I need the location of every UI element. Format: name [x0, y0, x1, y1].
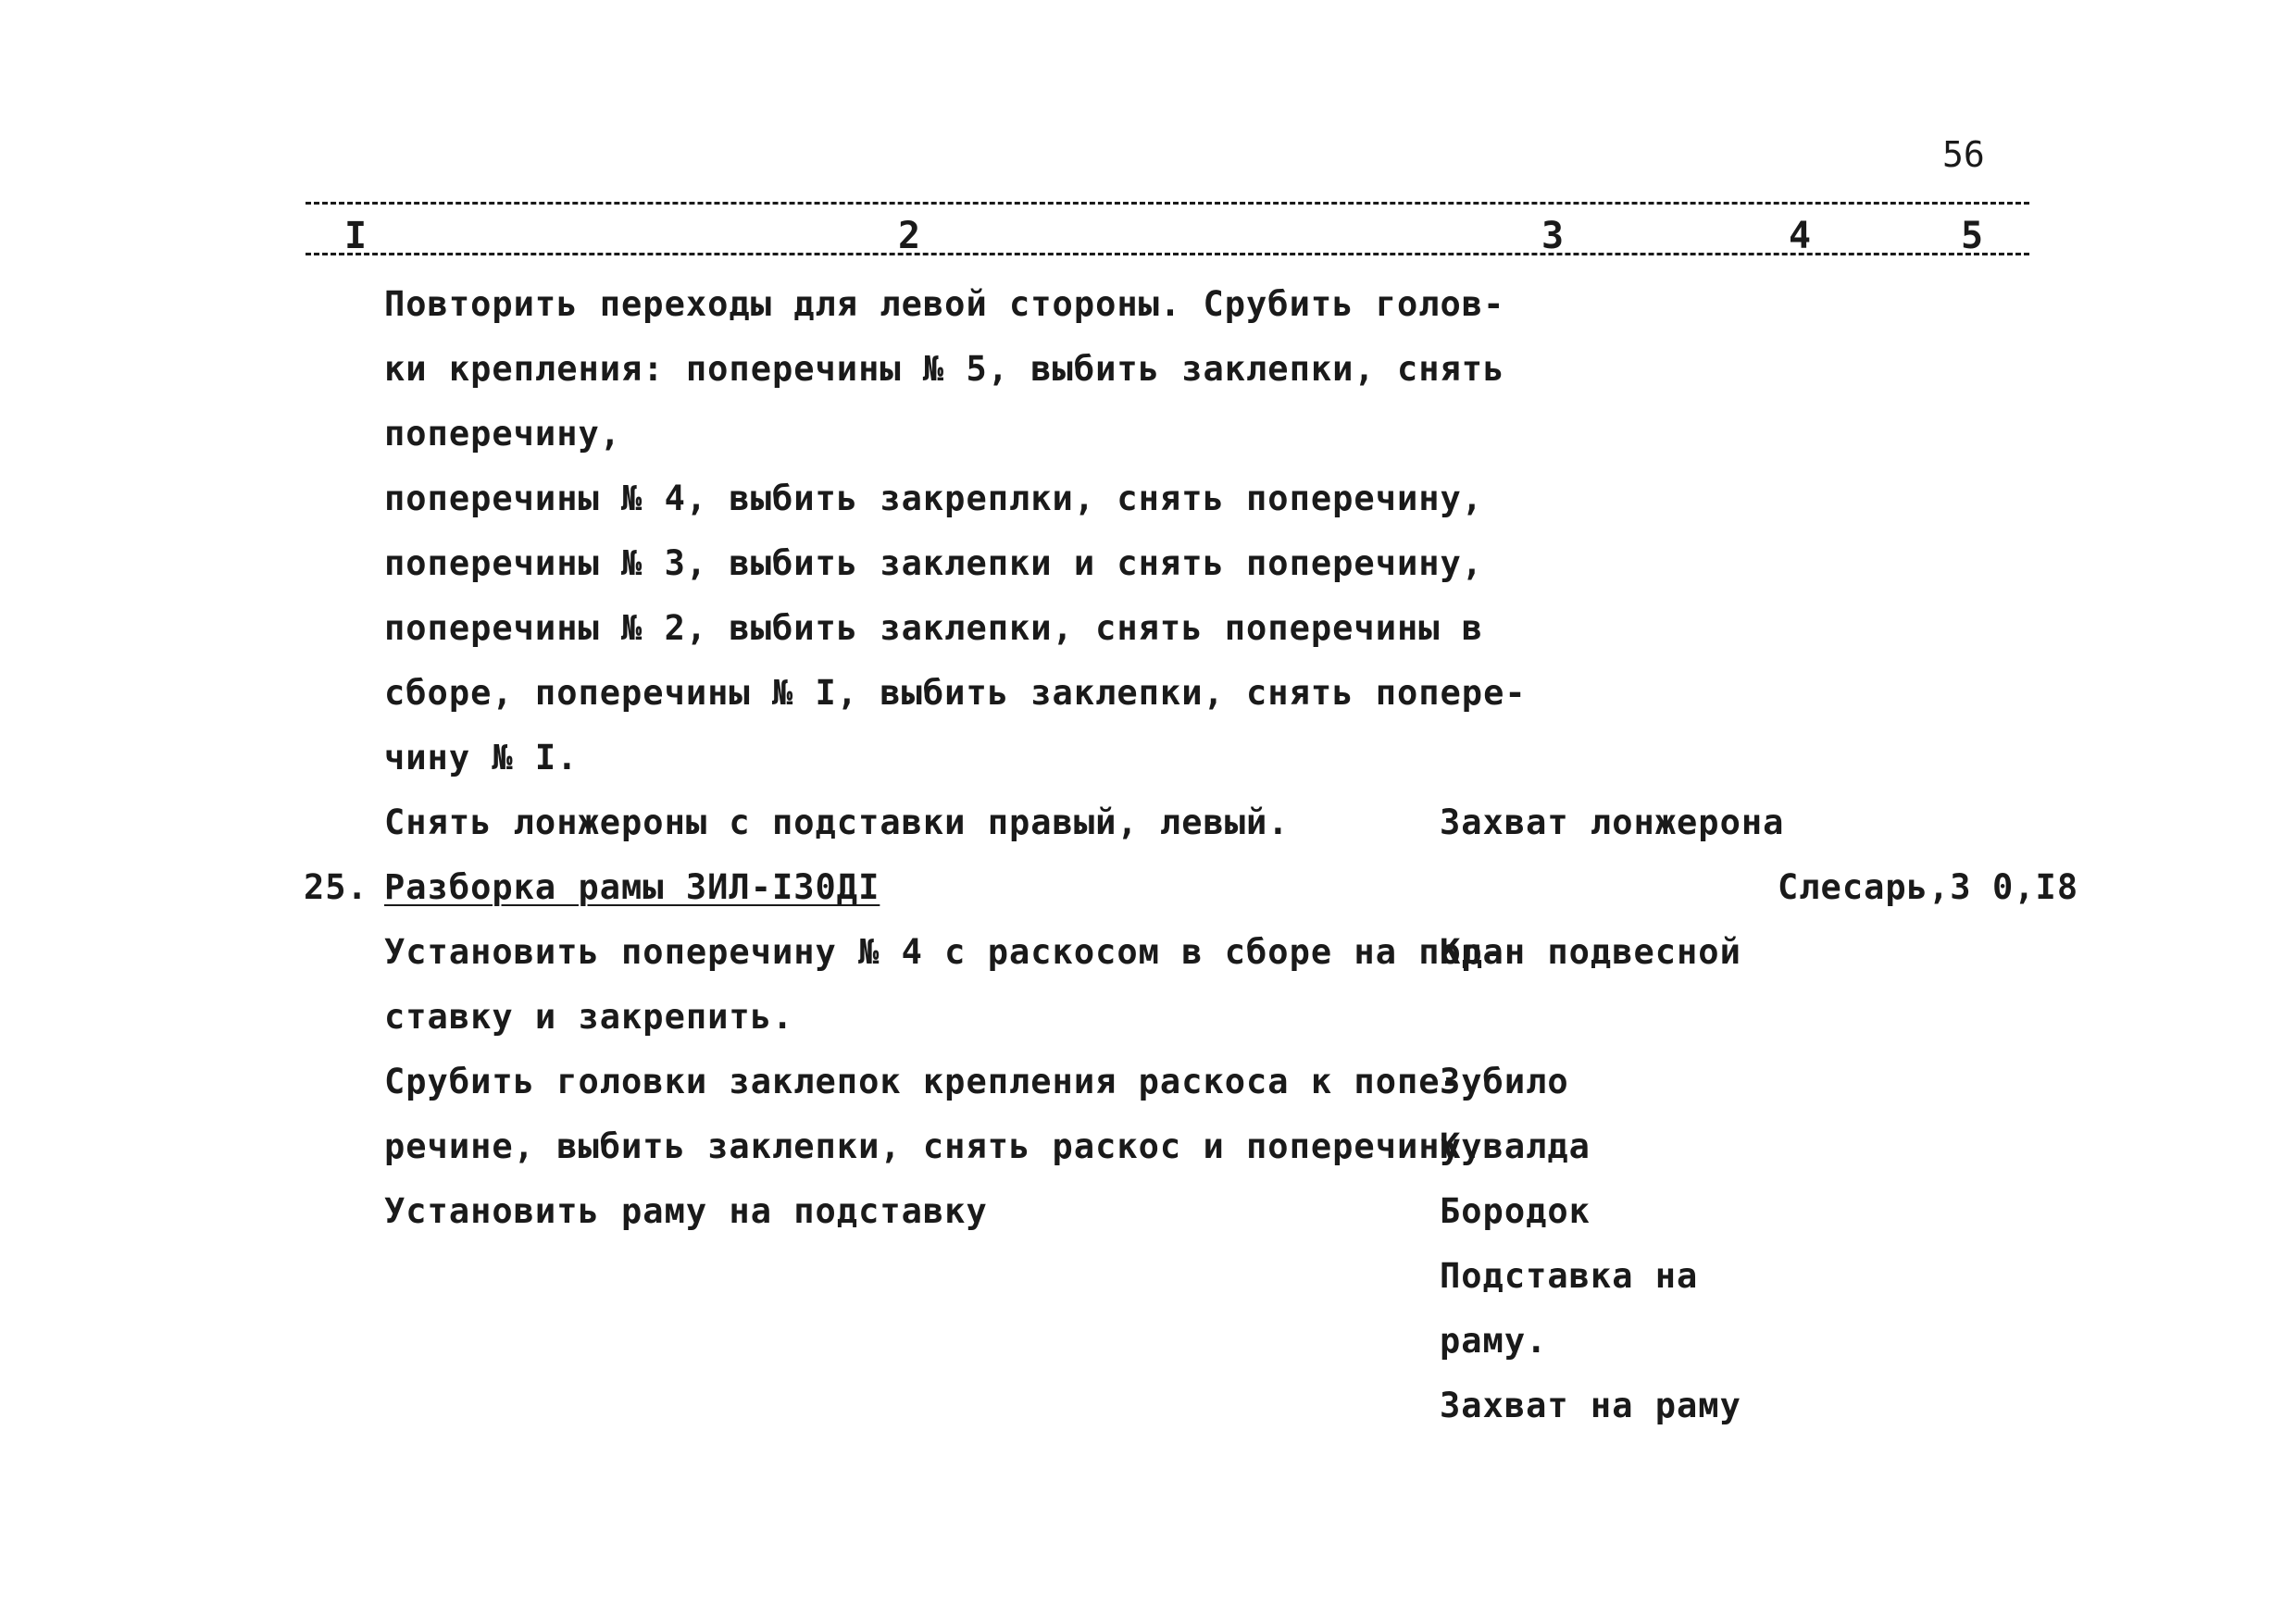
tool-cell: Зубило — [1440, 1062, 1569, 1101]
operation-title: Разборка рамы ЗИЛ-I30ДI — [384, 867, 880, 907]
text-line: ки крепления: поперечины № 5, выбить заклепки, снять — [384, 349, 1505, 389]
text-line: чину № I. — [384, 738, 579, 777]
header-bottom-rule — [306, 253, 2029, 255]
text-line: поперечины № 2, выбить заклепки, снять поперечины в — [384, 608, 1484, 648]
tool-cell: Захват на раму — [1440, 1386, 1741, 1425]
worker-cell: Слесарь,3 — [1778, 867, 1972, 907]
tool-cell: Кран подвесной — [1440, 932, 1741, 972]
time-norm-cell: 0,I8 — [1992, 867, 2079, 907]
step-text: Установить раму на подставку — [384, 1191, 988, 1231]
step-text: Срубить головки заклепок крепления раскоса к попе- — [384, 1062, 1462, 1101]
tool-cell: Захват лонжерона — [1440, 802, 1785, 842]
text-line: Повторить переходы для левой стороны. Срубить голов- — [384, 284, 1505, 324]
header-top-rule — [306, 202, 2029, 205]
operation-number: 25. — [304, 867, 368, 907]
step-text: Установить поперечину № 4 с раскосом в сборе на под- — [384, 932, 1505, 972]
column-header-2: 2 — [898, 215, 921, 257]
tool-cell: раму. — [1440, 1321, 1548, 1361]
text-line: Снять лонжероны с подставки правый, левый. — [384, 802, 1290, 842]
column-header-3: 3 — [1541, 215, 1565, 257]
step-text: речине, выбить заклепки, снять раскос и поперечину. — [384, 1126, 1484, 1166]
step-text: ставку и закрепить. — [384, 997, 794, 1037]
page-number: 56 — [1942, 134, 1985, 175]
text-line: поперечины № 3, выбить заклепки и снять поперечину, — [384, 543, 1484, 583]
column-header-4: 4 — [1789, 215, 1812, 257]
column-header-5: 5 — [1961, 215, 1984, 257]
tool-cell: Подставка на — [1440, 1256, 1699, 1296]
column-header-1: I — [344, 215, 368, 257]
text-line: поперечины № 4, выбить закреплки, снять поперечину, — [384, 479, 1484, 518]
tool-cell: Бородок — [1440, 1191, 1591, 1231]
text-line: сборе, поперечины № I, выбить заклепки, снять попере- — [384, 673, 1527, 713]
text-line: поперечину, — [384, 414, 622, 454]
tool-cell: Кувалда — [1440, 1126, 1591, 1166]
